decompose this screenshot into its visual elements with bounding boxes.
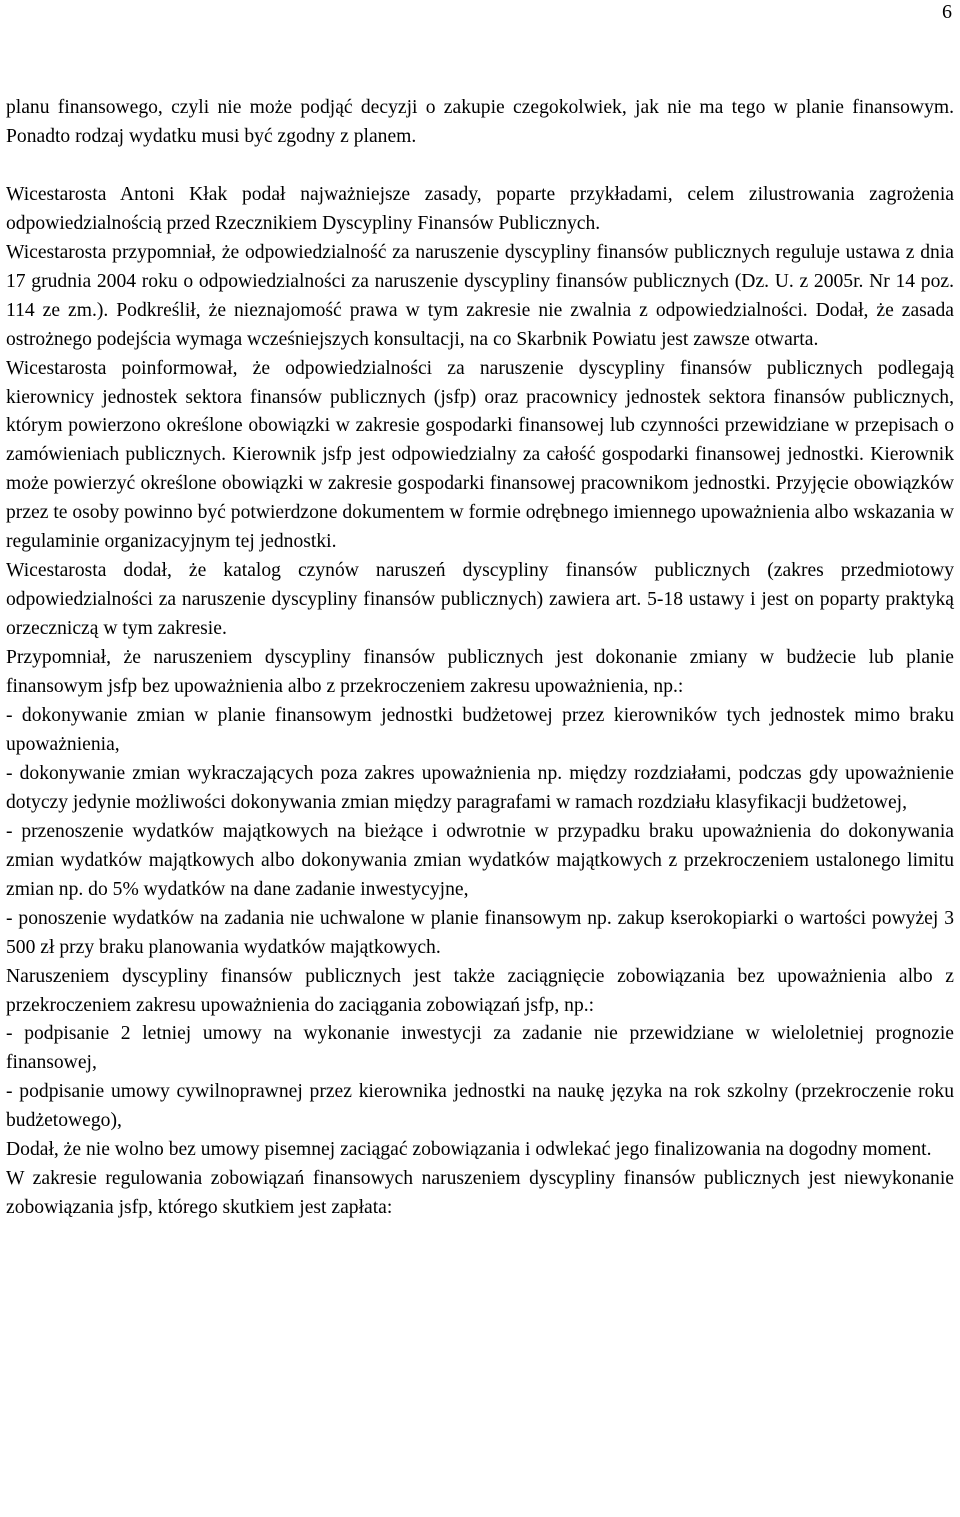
- list-item-transfer-capital-expenses: - przenoszenie wydatków majątkowych na bieżące i odwrotnie w przypadku braku upoważnienia do dokonywania zmian wydatków majątkowych albo dokonywania zmian wydatków majątkowych z przekroczeniem ustalonego limitu zmian np. do 5% wydatków na dane zadanie inwestycyjne,: [6, 820, 954, 900]
- document-body: [6, 94, 954, 1223]
- page-number: 6: [942, 1, 952, 23]
- paragraph-liabilities-settlement: W zakresie regulowania zobowiązań finansowych naruszeniem dyscypliny finansów publicznych jest niewykonanie zobowiązania jsfp, którego skutkiem jest zapłata:: [6, 1168, 954, 1219]
- list-item-changes-beyond-scope: - dokonywanie zmian wykraczających poza zakres upoważnienia np. między rozdziałami, podczas gdy upoważnienie dotyczy jedynie możliwości dokonywania zmian między paragrafami w ramach rozdziału klasyfikacji budżetowej,: [6, 762, 954, 813]
- paragraph-budget-change-violation: Przypomniał, że naruszeniem dyscypliny finansów publicznych jest dokonanie zmiany w budżecie lub planie finansowym jsfp bez upoważnienia albo z przekroczeniem zakresu upoważnienia, np.:: [6, 647, 954, 698]
- paragraph-responsible-persons: Wicestarosta poinformował, że odpowiedzialności za naruszenie dyscypliny finansów publicznych podlegają kierownicy jednostek sektora finansów publicznych (jsfp) oraz pracownicy jednostek sektora finansów publicznych, którym powierzono określone obowiązki w zakresie gospodarki finansowej lub czynności przewidziane w przepisach o zamówieniach publicznych. Kierownik jsfp jest odpowiedzialny za całość gospodarki finansowej jednostki. Kierownik może powierzyć określone obowiązki w zakresie gospodarki finansowej pracownikom jednostki. Przyjęcie obowiązków przez te osoby powinno być potwierdzone dokumentem w formie odrębnego imiennego upoważnienia albo wskazania w regulaminie organizacyjnym tej jednostki.: [6, 357, 954, 553]
- list-item-civil-law-contract: - podpisanie umowy cywilnoprawnej przez kierownika jednostki na naukę języka na rok szkolny (przekroczenie roku budżetowego),: [6, 1081, 954, 1132]
- paragraph-financial-plan: planu finansowego, czyli nie może podjąć decyzji o zakupie czegokolwiek, jak nie ma tego w planie finansowym. Ponadto rodzaj wydatku musi być zgodny z planem.: [6, 97, 954, 147]
- list-item-two-year-contract: - podpisanie 2 letniej umowy na wykonanie inwestycji za zadanie nie przewidziane w wieloletniej prognozie finansowej,: [6, 1023, 954, 1074]
- paragraph-violations-catalog: Wicestarosta dodał, że katalog czynów naruszeń dyscypliny finansów publicznych (zakres przedmiotowy odpowiedzialności za naruszenie dyscypliny finansów publicznych) zawiera art. 5-18 ustawy i jest on poparty praktyką orzeczniczą w tym zakresie.: [6, 560, 954, 640]
- list-item-unplanned-expenses: - ponoszenie wydatków na zadania nie uchwalone w planie finansowym np. zakup kserokopiarki o wartości powyżej 3 500 zł przy braku planowania wydatków majątkowych.: [6, 907, 954, 958]
- paragraph-main-principles: Wicestarosta Antoni Kłak podał najważniejsze zasady, poparte przykładami, celem zilustrowania zagrożenia odpowiedzialnością przed Rzecznikiem Dyscypliny Finansów Publicznych.: [6, 183, 954, 234]
- list-item-plan-changes-without-authorization: - dokonywanie zmian w planie finansowym jednostki budżetowej przez kierowników tych jednostek mimo braku upoważnienia,: [6, 705, 954, 755]
- paragraph-responsibility-act: Wicestarosta przypomniał, że odpowiedzialność za naruszenie dyscypliny finansów publicznych reguluje ustawa z dnia 17 grudnia 2004 roku o odpowiedzialności za naruszenie dyscypliny finansów publicznych (Dz. U. z 2005r. Nr 14 poz. 114 ze zm.). Podkreślił, że nieznajomość prawa w tym zakresie nie zwalnia z odpowiedzialności. Dodał, że zasada ostrożnego podejścia wymaga wcześniejszych konsultacji, na co Skarbnik Powiatu jest zawsze otwarta.: [6, 241, 954, 350]
- paragraph-liabilities-violation: Naruszeniem dyscypliny finansów publicznych jest także zaciągnięcie zobowiązania bez upoważnienia albo z przekroczeniem zakresu upoważnienia do zaciągania zobowiązań jsfp, np.:: [6, 965, 954, 1016]
- paragraph-written-contract: Dodał, że nie wolno bez umowy pisemnej zaciągać zobowiązania i odwlekać jego finalizowania na dogodny moment.: [6, 1139, 932, 1161]
